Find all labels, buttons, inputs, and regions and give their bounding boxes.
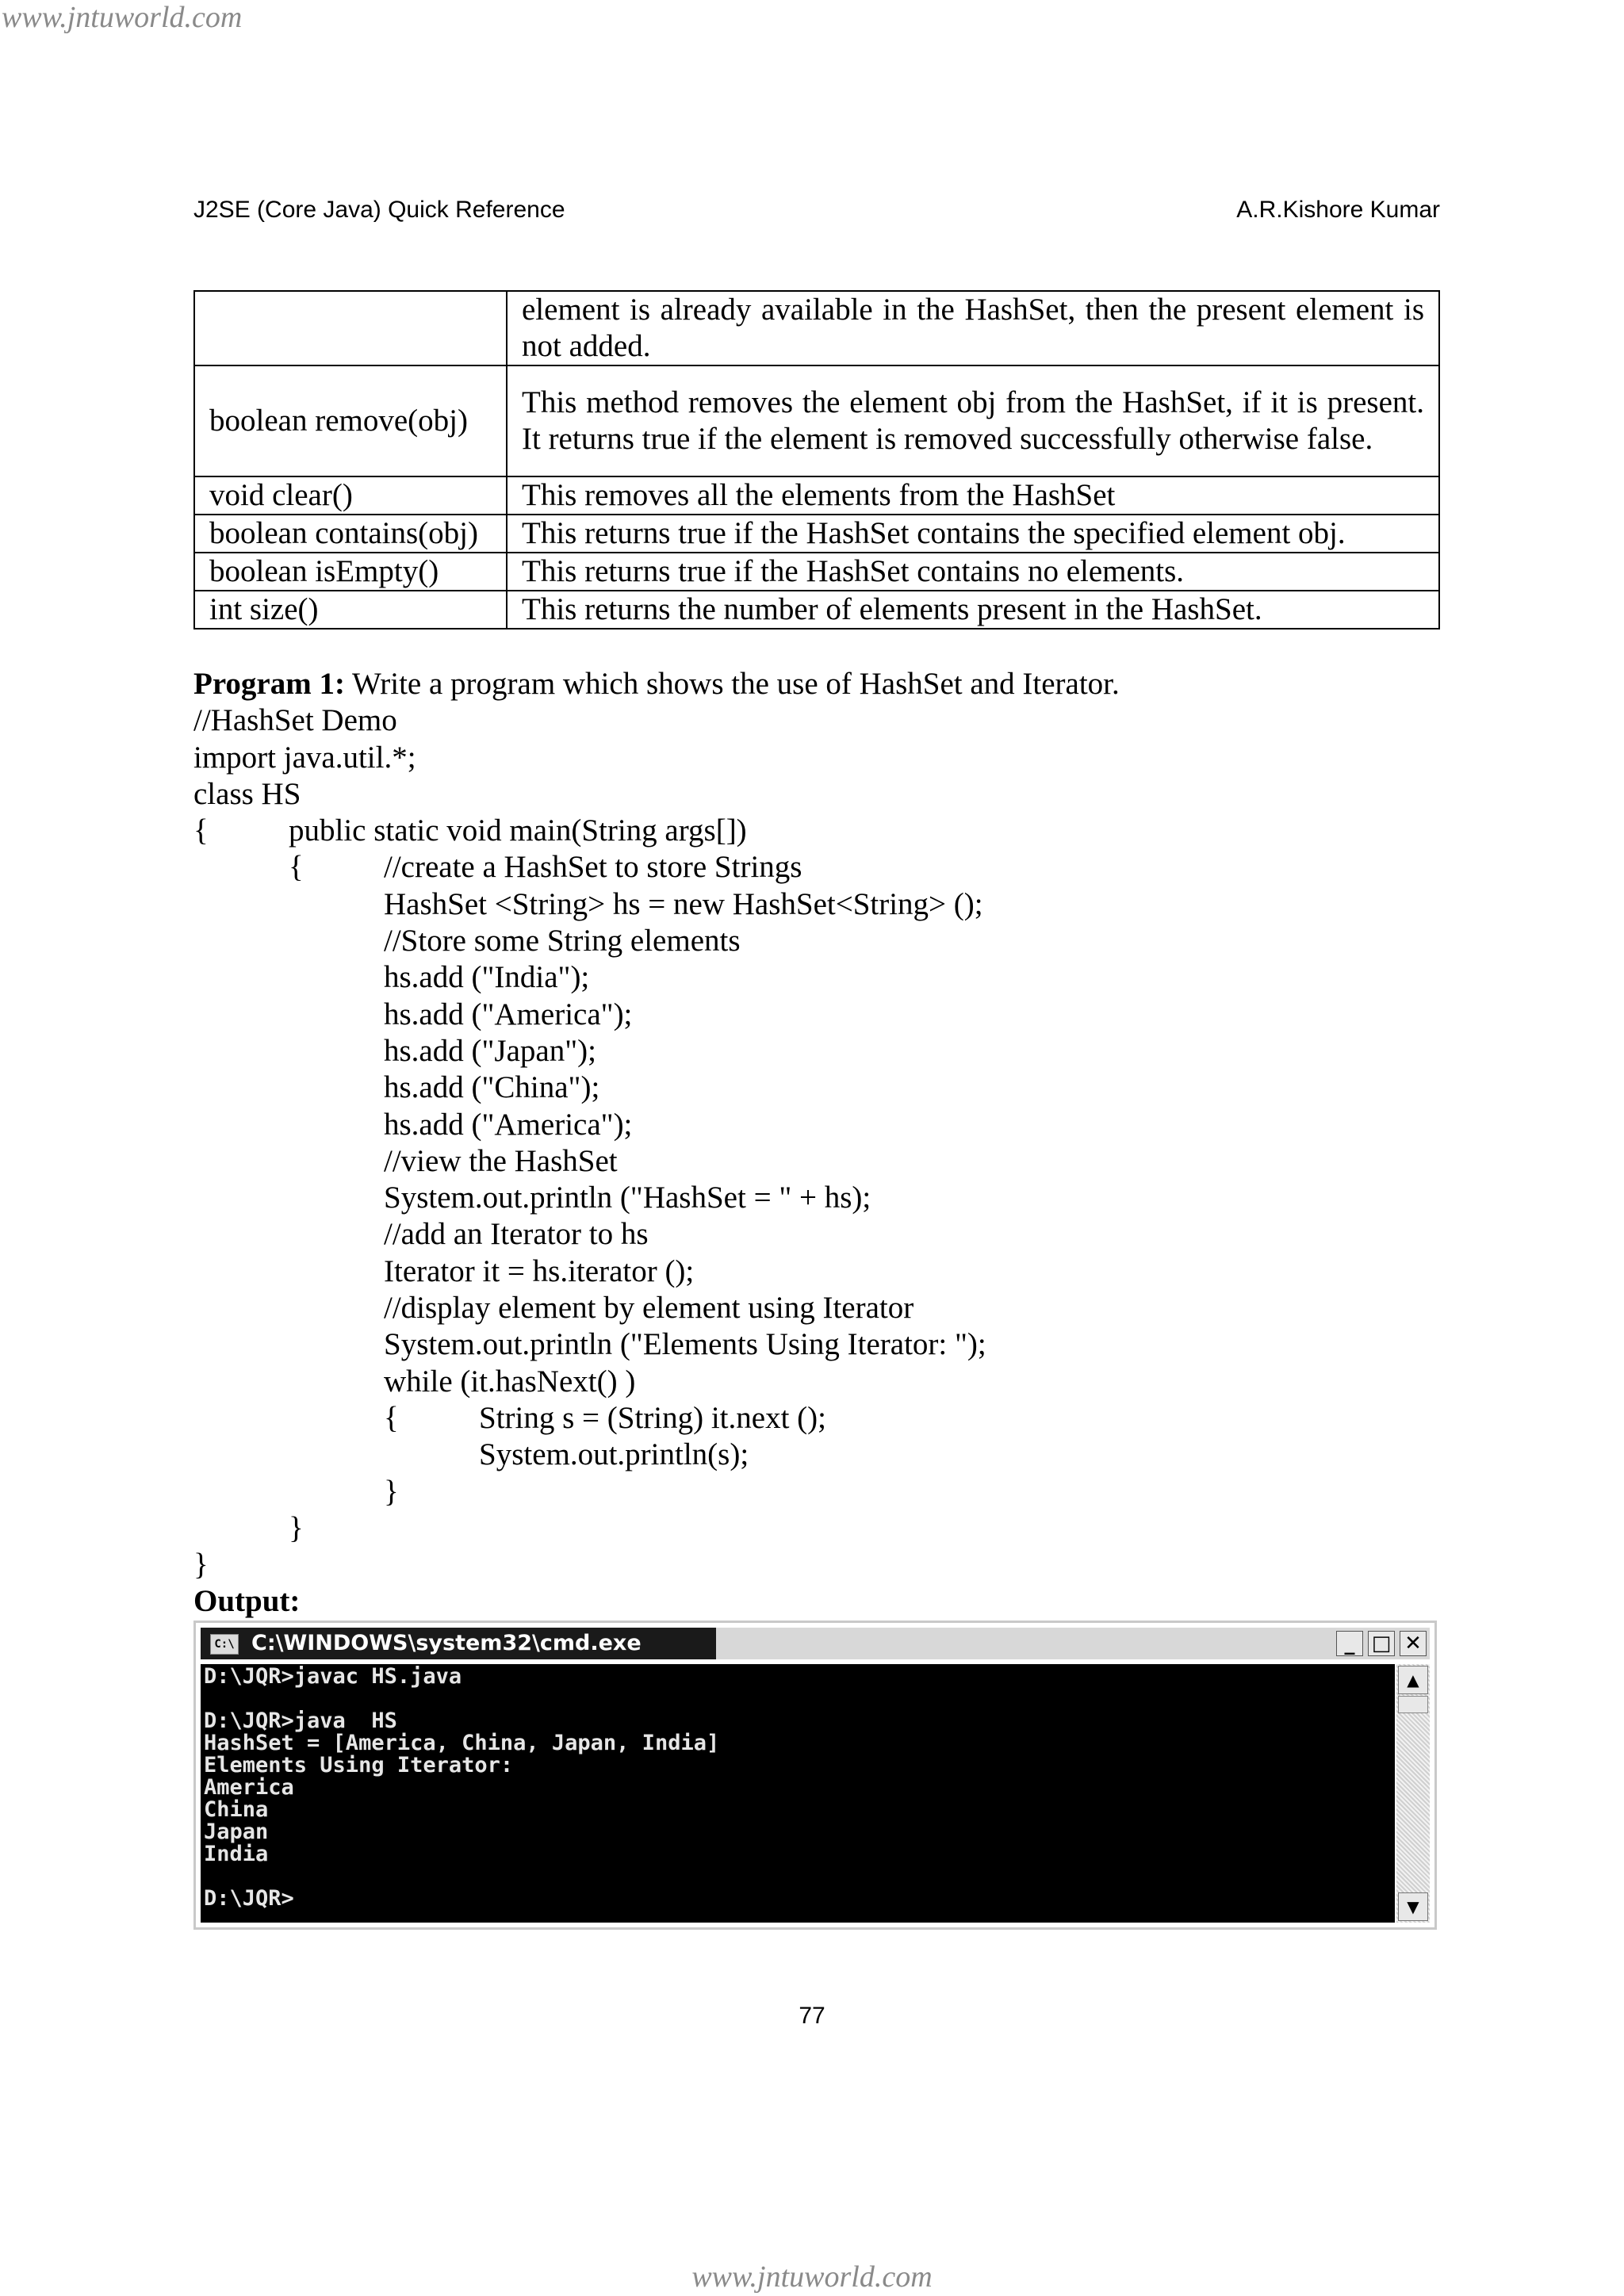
code-line: //display element by element using Iterator [384, 1291, 914, 1326]
method-cell: boolean contains(obj) [194, 515, 507, 553]
code-brace: { [289, 850, 304, 885]
code-text: //create a HashSet to store Strings [384, 850, 802, 885]
console-titlebar[interactable] [201, 1628, 1430, 1659]
maximize-button[interactable]: □ [1368, 1631, 1395, 1656]
watermark-top: www.jntuworld.com [2, 1, 243, 34]
code-line [193, 813, 1120, 849]
method-cell: void clear() [194, 476, 507, 515]
method-cell: boolean remove(obj) [194, 365, 507, 476]
console-title: C:\WINDOWS\system32\cmd.exe [251, 1631, 642, 1655]
description-cell: This removes all the elements from the HashSet [507, 476, 1439, 515]
watermark-bottom: www.jntuworld.com [691, 2260, 933, 2294]
program-listing [193, 666, 1120, 1621]
program-label: Program 1: [193, 667, 345, 701]
code-line: System.out.println(s); [479, 1437, 749, 1472]
scroll-thumb[interactable] [1398, 1696, 1428, 1713]
description-cell: This method removes the element obj from the HashSet, if it is present. It returns true if the element is removed successfully otherwise false. [507, 365, 1439, 476]
code-line: hs.add ("America"); [384, 997, 633, 1031]
code-line: Iterator it = hs.iterator (); [384, 1253, 695, 1288]
description-cell: This returns true if the HashSet contains no elements. [507, 553, 1439, 591]
cmd-app-icon: C:\ [210, 1634, 239, 1655]
method-cell [194, 291, 507, 365]
code-brace: { [384, 1400, 399, 1435]
table-row [194, 291, 1439, 365]
running-header [193, 197, 1440, 224]
table-row [194, 591, 1439, 629]
code-text: public static void main(String args[]) [289, 813, 747, 848]
code-text: String s = (String) it.next (); [479, 1400, 826, 1435]
code-line: //HashSet Demo [193, 703, 397, 738]
code-line [193, 849, 1120, 886]
code-line: System.out.println ("HashSet = " + hs); [384, 1181, 871, 1215]
code-line: //view the HashSet [384, 1143, 618, 1178]
code-brace: { [193, 813, 209, 848]
console-output-area[interactable] [201, 1664, 1395, 1923]
table-row [194, 553, 1439, 591]
program-title: Write a program which shows the use of HashSet and Iterator. [344, 667, 1120, 701]
scroll-down-icon[interactable]: ▼ [1398, 1892, 1428, 1921]
description-cell: This returns the number of elements present in the HashSet. [507, 591, 1439, 629]
code-line: } [193, 1548, 209, 1582]
code-line: class HS [193, 776, 301, 811]
vertical-scrollbar[interactable] [1396, 1664, 1430, 1923]
code-line: } [384, 1474, 399, 1509]
code-line: hs.add ("Japan"); [384, 1033, 596, 1068]
page-number: 77 [799, 2003, 825, 2029]
code-line [193, 1400, 1120, 1437]
code-line: while (it.hasNext() ) [384, 1364, 636, 1399]
table-row [194, 476, 1439, 515]
console-output: D:\JQR>javac HS.java D:\JQR>java HS HashSet = [America, China, Japan, India] Elements Using Iterator: America China Japan India D:\JQR> [204, 1664, 720, 1911]
code-line: //add an Iterator to hs [384, 1217, 649, 1252]
description-cell: element is already available in the HashSet, then the present element is not added. [507, 291, 1439, 365]
hashset-methods-table [193, 290, 1440, 629]
table-row [194, 515, 1439, 553]
close-button[interactable]: ✕ [1400, 1631, 1427, 1656]
method-cell: int size() [194, 591, 507, 629]
code-line: hs.add ("America"); [384, 1107, 633, 1142]
header-author: A.R.Kishore Kumar [1236, 197, 1440, 223]
code-line: HashSet <String> hs = new HashSet<String> (); [384, 886, 983, 921]
code-line: } [289, 1510, 304, 1545]
table-row [194, 365, 1439, 476]
program-heading [193, 666, 1120, 702]
code-line: import java.util.*; [193, 740, 416, 775]
header-book-title: J2SE (Core Java) Quick Reference [193, 197, 565, 223]
code-line: hs.add ("China"); [384, 1070, 600, 1105]
scroll-up-icon[interactable]: ▲ [1398, 1666, 1428, 1694]
console-window [193, 1621, 1437, 1930]
description-cell: This returns true if the HashSet contains the specified element obj. [507, 515, 1439, 553]
method-cell: boolean isEmpty() [194, 553, 507, 591]
code-line: System.out.println ("Elements Using Iterator: "); [384, 1327, 986, 1362]
output-label: Output: [193, 1584, 301, 1619]
minimize-button[interactable]: _ [1336, 1631, 1363, 1656]
code-line: hs.add ("India"); [384, 960, 590, 995]
code-line: //Store some String elements [384, 924, 741, 959]
